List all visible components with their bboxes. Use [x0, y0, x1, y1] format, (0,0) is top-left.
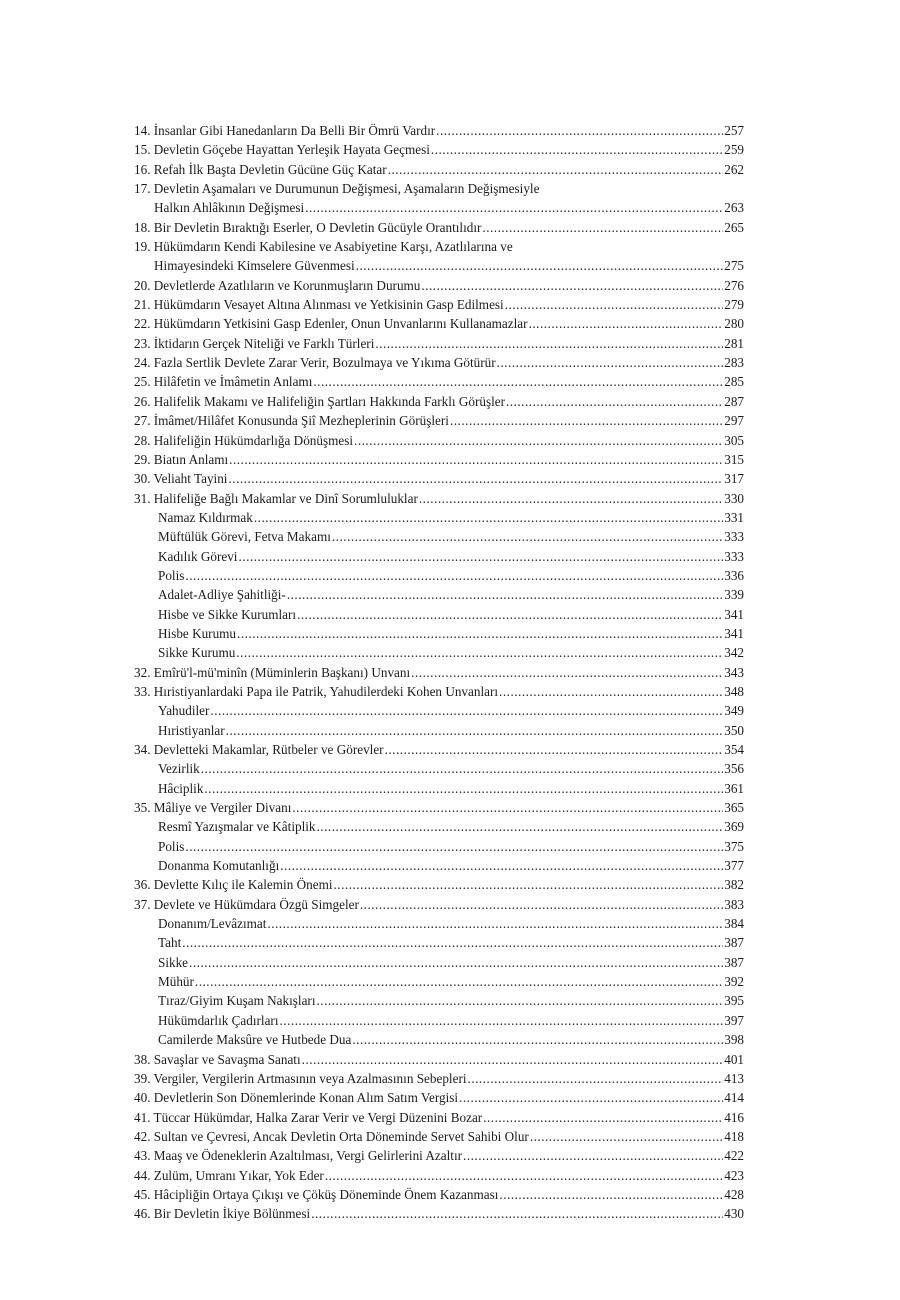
toc-entry-title: Donanım/Levâzımat	[158, 916, 267, 932]
toc-entry	[134, 721, 744, 740]
toc-entry-title: 45. Hâcipliğin Ortaya Çıkışı ve Çöküş Döneminde Önem Kazanması	[134, 1186, 499, 1202]
toc-entry-title: 20. Devletlerde Azatlıların ve Korunmuşların Durumu	[134, 277, 421, 293]
toc-entry-title: 46. Bir Devletin İkiye Bölünmesi	[134, 1206, 311, 1222]
toc-entry	[134, 1166, 744, 1185]
dot-leader	[182, 933, 723, 952]
toc-entry	[134, 1108, 744, 1127]
toc-entry-page-number: 349	[724, 703, 744, 719]
toc-entry	[134, 160, 744, 179]
toc-entry-title: 39. Vergiler, Vergilerin Artmasının veya Azalmasının Sebepleri	[134, 1070, 467, 1086]
toc-entry	[134, 1204, 744, 1223]
toc-entry-page-number: 392	[724, 974, 744, 990]
toc-entry	[134, 779, 744, 798]
toc-entry	[134, 469, 744, 488]
toc-entry	[134, 972, 744, 991]
toc-entry-title: Hâciplik	[158, 780, 204, 796]
toc-entry	[134, 256, 744, 275]
toc-entry	[134, 817, 744, 836]
dot-leader	[189, 953, 723, 972]
toc-entry-page-number: 341	[724, 625, 744, 641]
toc-entry	[134, 237, 744, 256]
toc-entry	[134, 643, 744, 662]
toc-entry-title: 32. Emîrü'l-mü'minîn (Müminlerin Başkanı) Unvanı	[134, 664, 411, 680]
dot-leader	[529, 314, 724, 333]
dot-leader	[419, 489, 723, 508]
toc-entry-page-number: 343	[724, 664, 744, 680]
toc-entry-page-number: 331	[724, 509, 744, 525]
toc-entry	[134, 179, 744, 198]
dot-leader	[468, 1069, 724, 1088]
toc-entry-title: 24. Fazla Sertlik Devlete Zarar Verir, Bozulmaya ve Yıkıma Götürür	[134, 355, 496, 371]
toc-entry-page-number: 265	[724, 219, 744, 235]
dot-leader	[201, 759, 723, 778]
toc-entry-page-number: 354	[724, 742, 744, 757]
toc-entry	[134, 1030, 744, 1049]
toc-entry-title: 26. Halifelik Makamı ve Halifeliğin Şartları Hakkında Farklı Görüşler	[134, 393, 505, 409]
dot-leader	[499, 682, 723, 701]
toc-entry	[134, 121, 744, 140]
toc-entry-page-number: 336	[724, 567, 744, 583]
toc-entry	[134, 1069, 744, 1088]
toc-entry-title: Tıraz/Giyim Kuşam Nakışları	[158, 993, 316, 1009]
dot-leader	[375, 334, 723, 353]
toc-entry-title: 16. Refah İlk Başta Devletin Gücüne Güç Katar	[134, 161, 387, 177]
toc-entry-title: Himayesindeki Kimselere Güvenmesi	[154, 258, 355, 274]
toc-entry	[134, 953, 744, 972]
dot-leader	[316, 991, 723, 1010]
dot-leader	[505, 295, 724, 314]
dot-leader	[352, 1030, 723, 1049]
toc-entry-page-number: 287	[724, 393, 744, 409]
toc-entry-title: 29. Biatın Anlamı	[134, 451, 229, 467]
toc-entry-page-number: 280	[724, 316, 744, 332]
toc-entry	[134, 914, 744, 933]
toc-entry	[134, 566, 744, 585]
toc-entry-page-number: 387	[724, 954, 744, 970]
toc-entry-title: Sikke Kurumu	[158, 645, 236, 661]
toc-entry-title: 40. Devletlerin Son Dönemlerinde Konan Alım Satım Vergisi	[134, 1090, 459, 1106]
dot-leader	[506, 392, 723, 411]
toc-entry	[134, 295, 744, 314]
toc-entry	[134, 218, 744, 237]
dot-leader	[499, 1185, 723, 1204]
toc-entry-title: 31. Halifeliğe Bağlı Makamlar ve Dinî Sorumluluklar	[134, 490, 418, 506]
dot-leader	[483, 1108, 723, 1127]
toc-entry-page-number: 384	[724, 916, 744, 932]
toc-entry-page-number: 342	[724, 645, 744, 661]
dot-leader	[421, 276, 723, 295]
toc-entry	[134, 411, 744, 430]
toc-entry	[134, 682, 744, 701]
dot-leader	[185, 566, 723, 585]
toc-entry-page-number: 365	[724, 800, 744, 816]
toc-entry-title: 42. Sultan ve Çevresi, Ancak Devletin Orta Döneminde Servet Sahibi Olur	[134, 1128, 529, 1144]
dot-leader	[459, 1088, 723, 1107]
toc-entry-page-number: 361	[724, 780, 744, 796]
toc-entry-page-number: 275	[724, 258, 744, 274]
toc-entry	[134, 392, 744, 411]
toc-entry-title: Vezirlik	[158, 761, 200, 777]
toc-entry-title: Polis	[158, 838, 185, 854]
dot-leader	[313, 372, 723, 391]
dot-leader	[267, 914, 723, 933]
toc-entry-page-number: 262	[724, 161, 744, 177]
dot-leader	[354, 431, 723, 450]
toc-entry-title: Hükümdarlık Çadırları	[158, 1012, 279, 1028]
toc-entry	[134, 837, 744, 856]
toc-entry-title: 28. Halifeliğin Hükümdarlığa Dönüşmesi	[134, 432, 354, 448]
dot-leader	[226, 721, 724, 740]
toc-entry	[134, 1185, 744, 1204]
toc-entry	[134, 353, 744, 372]
toc-entry-title: Hıristiyanlar	[158, 722, 225, 738]
toc-entry-title: 33. Hıristiyanlardaki Papa ile Patrik, Yahudilerdeki Kohen Unvanları	[134, 683, 499, 699]
dot-leader	[305, 198, 723, 217]
toc-entry-title: 35. Mâliye ve Vergiler Divanı	[134, 800, 292, 816]
dot-leader	[332, 527, 723, 546]
dot-leader	[431, 140, 723, 159]
toc-entry-title: 30. Veliaht Tayini	[134, 471, 228, 487]
toc-entry-page-number: 276	[724, 277, 744, 293]
toc-entry-title: 43. Maaş ve Ödeneklerin Azaltılması, Vergi Gelirlerini Azaltır	[134, 1148, 463, 1164]
dot-leader	[360, 895, 723, 914]
dot-leader	[497, 353, 724, 372]
toc-entry	[134, 895, 744, 914]
dot-leader	[482, 218, 723, 237]
toc-entry	[134, 624, 744, 643]
toc-entry-page-number: 356	[724, 761, 744, 777]
toc-entry-title: Polis	[158, 567, 185, 583]
toc-entry-page-number: 382	[724, 877, 744, 893]
dot-leader	[287, 585, 723, 604]
toc-entry-page-number: 414	[724, 1090, 744, 1106]
dot-leader	[229, 450, 723, 469]
toc-entry	[134, 334, 744, 353]
toc-entry	[134, 605, 744, 624]
toc-entry-title: 27. İmâmet/Hilâfet Konusunda Şiî Mezheplerinin Görüşleri	[134, 413, 449, 429]
toc-entry-page-number: 341	[724, 606, 744, 622]
toc-entry	[134, 875, 744, 894]
toc-entry-page-number: 413	[724, 1070, 744, 1086]
dot-leader	[356, 256, 724, 275]
toc-entry	[134, 701, 744, 720]
toc-entry-title: 44. Zulüm, Umranı Yıkar, Yok Eder	[134, 1167, 324, 1183]
toc-entry	[134, 1088, 744, 1107]
dot-leader	[311, 1204, 723, 1223]
toc-entry-title: Namaz Kıldırmak	[158, 509, 253, 525]
toc-entry-page-number: 283	[724, 355, 744, 371]
toc-entry-title: 18. Bir Devletin Bıraktığı Eserler, O Devletin Gücüyle Orantılıdır	[134, 219, 482, 235]
toc-entry-page-number: 259	[724, 142, 744, 158]
toc-entry-title: 34. Devletteki Makamlar, Rütbeler ve Görevler	[134, 742, 384, 757]
toc-entry-title: 15. Devletin Göçebe Hayattan Yerleşik Hayata Geçmesi	[134, 142, 430, 158]
toc-entry-title: Resmî Yazışmalar ve Kâtiplik	[158, 819, 316, 835]
toc-entry-page-number: 387	[724, 935, 744, 951]
dot-leader	[254, 508, 723, 527]
toc-entry-page-number: 281	[724, 335, 744, 351]
dot-leader	[297, 605, 723, 624]
toc-entry	[134, 450, 744, 469]
dot-leader	[292, 798, 723, 817]
table-of-contents	[134, 121, 744, 1224]
toc-entry-page-number: 416	[724, 1109, 744, 1125]
dot-leader	[334, 875, 724, 894]
toc-entry-page-number: 418	[724, 1128, 744, 1144]
dot-leader	[450, 411, 723, 430]
toc-entry-page-number: 350	[724, 722, 744, 738]
toc-entry-title: Halkın Ahlâkının Değişmesi	[154, 200, 305, 216]
toc-entry-title: 25. Hilâfetin ve İmâmetin Anlamı	[134, 374, 313, 390]
dot-leader	[195, 972, 723, 991]
toc-entry-page-number: 377	[724, 858, 744, 874]
toc-entry	[134, 431, 744, 450]
dot-leader	[411, 663, 723, 682]
toc-entry-page-number: 315	[724, 451, 744, 467]
toc-entry	[134, 547, 744, 566]
dot-leader	[436, 121, 723, 140]
toc-entry-page-number: 285	[724, 374, 744, 390]
toc-entry	[134, 1011, 744, 1030]
dot-leader	[280, 856, 723, 875]
toc-entry-title: Camilerde Maksûre ve Hutbede Dua	[158, 1032, 352, 1048]
toc-entry	[134, 759, 744, 778]
toc-entry-page-number: 397	[724, 1012, 744, 1028]
toc-entry-page-number: 339	[724, 587, 744, 603]
toc-entry	[134, 991, 744, 1010]
toc-entry-page-number: 395	[724, 993, 744, 1009]
toc-entry-title: 23. İktidarın Gerçek Niteliği ve Farklı Türleri	[134, 335, 375, 351]
toc-entry-title: Müftülük Görevi, Fetva Makamı	[158, 529, 331, 545]
toc-entry-title: 14. İnsanlar Gibi Hanedanların Da Belli Bir Ömrü Vardır	[134, 123, 436, 138]
toc-entry-title: 41. Tüccar Hükümdar, Halka Zarar Verir ve Vergi Düzenini Bozar	[134, 1109, 483, 1125]
dot-leader	[210, 701, 723, 720]
toc-entry-title: 36. Devlette Kılıç ile Kalemin Önemi	[134, 877, 333, 893]
dot-leader	[280, 1011, 724, 1030]
toc-entry	[134, 1127, 744, 1146]
toc-entry-page-number: 423	[724, 1167, 744, 1183]
toc-entry-title: 22. Hükümdarın Yetkisini Gasp Edenler, Onun Unvanlarını Kullanamazlar	[134, 316, 528, 332]
toc-entry-page-number: 422	[724, 1148, 744, 1164]
toc-entry-title: Mühür	[158, 974, 194, 990]
dot-leader	[317, 817, 724, 836]
toc-entry-title: Yahudiler	[158, 703, 210, 719]
dot-leader	[530, 1127, 723, 1146]
toc-entry-page-number: 330	[724, 490, 744, 506]
dot-leader	[237, 624, 723, 643]
dot-leader	[463, 1146, 723, 1165]
toc-entry-page-number: 398	[724, 1032, 744, 1048]
toc-entry	[134, 798, 744, 817]
toc-entry	[134, 276, 744, 295]
dot-leader	[228, 469, 723, 488]
toc-entry-title: Hisbe ve Sikke Kurumları	[158, 606, 297, 622]
dot-leader	[385, 740, 724, 759]
dot-leader	[302, 1050, 724, 1069]
toc-entry-title: 19. Hükümdarın Kendi Kabilesine ve Asabiyetine Karşı, Azatlılarına ve	[134, 239, 513, 255]
toc-entry-page-number: 279	[724, 297, 744, 313]
toc-entry-title: 17. Devletin Aşamaları ve Durumunun Değişmesi, Aşamaların Değişmesiyle	[134, 181, 540, 197]
dot-leader	[185, 837, 723, 856]
dot-leader	[325, 1166, 723, 1185]
toc-entry	[134, 508, 744, 527]
toc-entry-page-number: 263	[724, 200, 744, 216]
dot-leader	[204, 779, 723, 798]
toc-entry-page-number: 430	[724, 1206, 744, 1222]
toc-entry	[134, 140, 744, 159]
toc-entry-title: 37. Devlete ve Hükümdara Özgü Simgeler	[134, 896, 359, 912]
toc-entry	[134, 663, 744, 682]
toc-entry	[134, 933, 744, 952]
toc-entry-title: 38. Savaşlar ve Savaşma Sanatı	[134, 1051, 301, 1067]
toc-entry-page-number: 305	[724, 432, 744, 448]
toc-entry-page-number: 333	[724, 548, 744, 564]
toc-entry	[134, 1050, 744, 1069]
toc-entry	[134, 314, 744, 333]
toc-entry	[134, 372, 744, 391]
toc-entry	[134, 527, 744, 546]
toc-entry-page-number: 375	[724, 838, 744, 854]
toc-entry	[134, 856, 744, 875]
toc-entry-title: Adalet-Adliye Şahitliği-	[158, 587, 286, 603]
toc-entry-title: Donanma Komutanlığı	[158, 858, 280, 874]
toc-entry-title: Hisbe Kurumu	[158, 625, 237, 641]
toc-entry	[134, 198, 744, 217]
toc-entry-page-number: 369	[724, 819, 744, 835]
dot-leader	[236, 643, 723, 662]
toc-entry	[134, 740, 744, 759]
toc-entry-page-number: 257	[724, 123, 744, 138]
dot-leader	[238, 547, 723, 566]
toc-entry-page-number: 401	[724, 1051, 744, 1067]
toc-entry-title: 21. Hükümdarın Vesayet Altına Alınması ve Yetkisinin Gasp Edilmesi	[134, 297, 504, 313]
toc-entry-title: Sikke	[158, 954, 189, 970]
toc-entry-page-number: 333	[724, 529, 744, 545]
toc-entry-title: Taht	[158, 935, 182, 951]
toc-entry-page-number: 428	[724, 1186, 744, 1202]
toc-entry	[134, 585, 744, 604]
toc-entry-page-number: 317	[724, 471, 744, 487]
toc-entry-page-number: 297	[724, 413, 744, 429]
toc-entry-page-number: 383	[724, 896, 744, 912]
toc-entry-page-number: 348	[724, 683, 744, 699]
toc-entry	[134, 1146, 744, 1165]
dot-leader	[388, 160, 724, 179]
toc-entry	[134, 489, 744, 508]
toc-entry-title: Kadılık Görevi	[158, 548, 238, 564]
